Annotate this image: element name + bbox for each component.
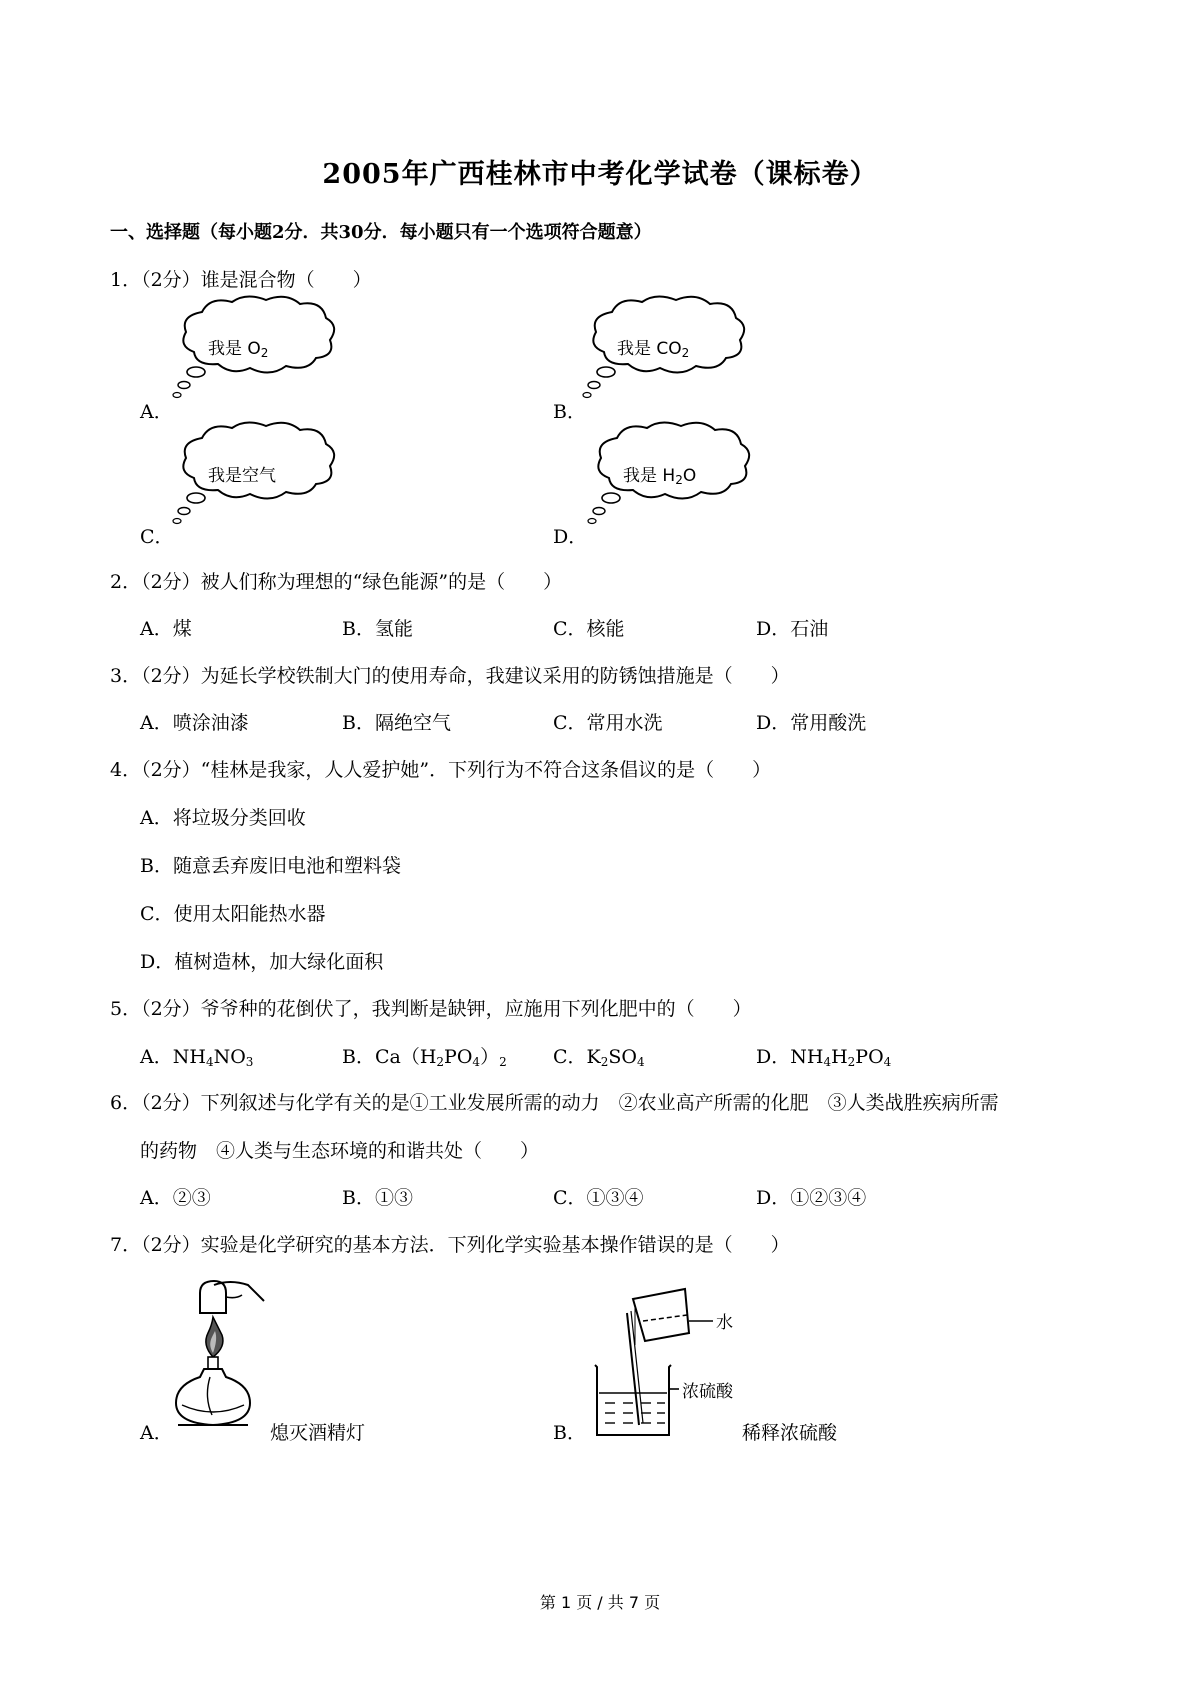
question-4-stem: 4．（2分）“桂林是我家，人人爱护她”．下列行为不符合这条倡议的是（ ） [110,759,772,781]
page-title: 2005年广西桂林市中考化学试卷（课标卷） [322,159,878,190]
alcohol-lamp-icon [170,1275,270,1445]
option-5b: B．$Ca(H_2PO_4)_2$ [342,1046,507,1069]
option-2d: D．石油 [756,618,829,640]
option-4a: A．将垃圾分类回收 [140,807,306,829]
option-1c-label: C． [140,526,174,548]
option-3b: B．隔绝空气 [342,712,451,734]
option-3d: D．常用酸洗 [756,712,867,734]
option-5a: A．$NH_4NO_3$ [140,1046,254,1069]
option-7b-label: B． [553,1422,586,1444]
option-4c: C．使用太阳能热水器 [140,903,326,925]
option-6a: A．②③ [140,1187,211,1209]
option-1d-label: D． [553,526,588,548]
bubble-d-text: 我是 $H_2O$ [623,466,697,487]
bubble-a-text: 我是 $O_2$ [208,339,269,360]
option-4d: D．植树造林，加大绿化面积 [140,951,384,973]
option-4b: B．随意丢弃废旧电池和塑料袋 [140,855,401,877]
option-2b: B．氢能 [342,618,413,640]
option-3c: C．常用水洗 [553,712,663,734]
option-6d: D．①②③④ [756,1187,867,1209]
section-heading: 一、选择题（每小题2分．共30分．每小题只有一个选项符合题意） [110,222,652,243]
question-5-stem: 5．（2分）爷爷种的花倒伏了，我判断是缺钾，应施用下列化肥中的（ ） [110,998,752,1020]
option-2c: C．核能 [553,618,625,640]
option-3a: A．喷涂油漆 [140,712,249,734]
water-label: 水 [716,1313,733,1333]
option-7b-caption: 稀释浓硫酸 [742,1422,838,1444]
option-2a: A．煤 [140,618,192,640]
option-6c: C．①③④ [553,1187,644,1209]
question-6-stem-line1: 6．（2分）下列叙述与化学有关的是①工业发展所需的动力 ②农业高产所需的化肥 ③人类战胜疾病所需 [110,1092,999,1114]
bubble-c-text: 我是空气 [208,466,276,486]
option-7a-label: A． [140,1422,173,1444]
question-2-stem: 2．（2分）被人们称为理想的“绿色能源”的是（ ） [110,571,563,593]
question-1-stem: 1．（2分）谁是混合物（ ） [110,269,372,291]
option-1a-label: A． [140,401,173,423]
option-1b-label: B． [553,401,586,423]
option-6b: B．①③ [342,1187,413,1209]
option-5c: C．$K_2SO_4$ [553,1046,645,1069]
page-number-footer: 第 1 页 / 共 7 页 [539,1593,661,1612]
question-6-stem-line2: 的药物 ④人类与生态环境的和谐共处（ ） [140,1140,540,1162]
option-7a-caption: 熄灭酒精灯 [270,1422,366,1444]
bubble-b-text: 我是 $CO_2$ [617,339,690,360]
option-5d: D．$NH_4H_2PO_4$ [756,1046,892,1069]
acid-label: 浓硫酸 [682,1382,733,1402]
question-3-stem: 3．（2分）为延长学校铁制大门的使用寿命，我建议采用的防锈蚀措施是（ ） [110,665,790,687]
question-7-stem: 7．（2分）实验是化学研究的基本方法．下列化学实验基本操作错误的是（ ） [110,1234,790,1256]
